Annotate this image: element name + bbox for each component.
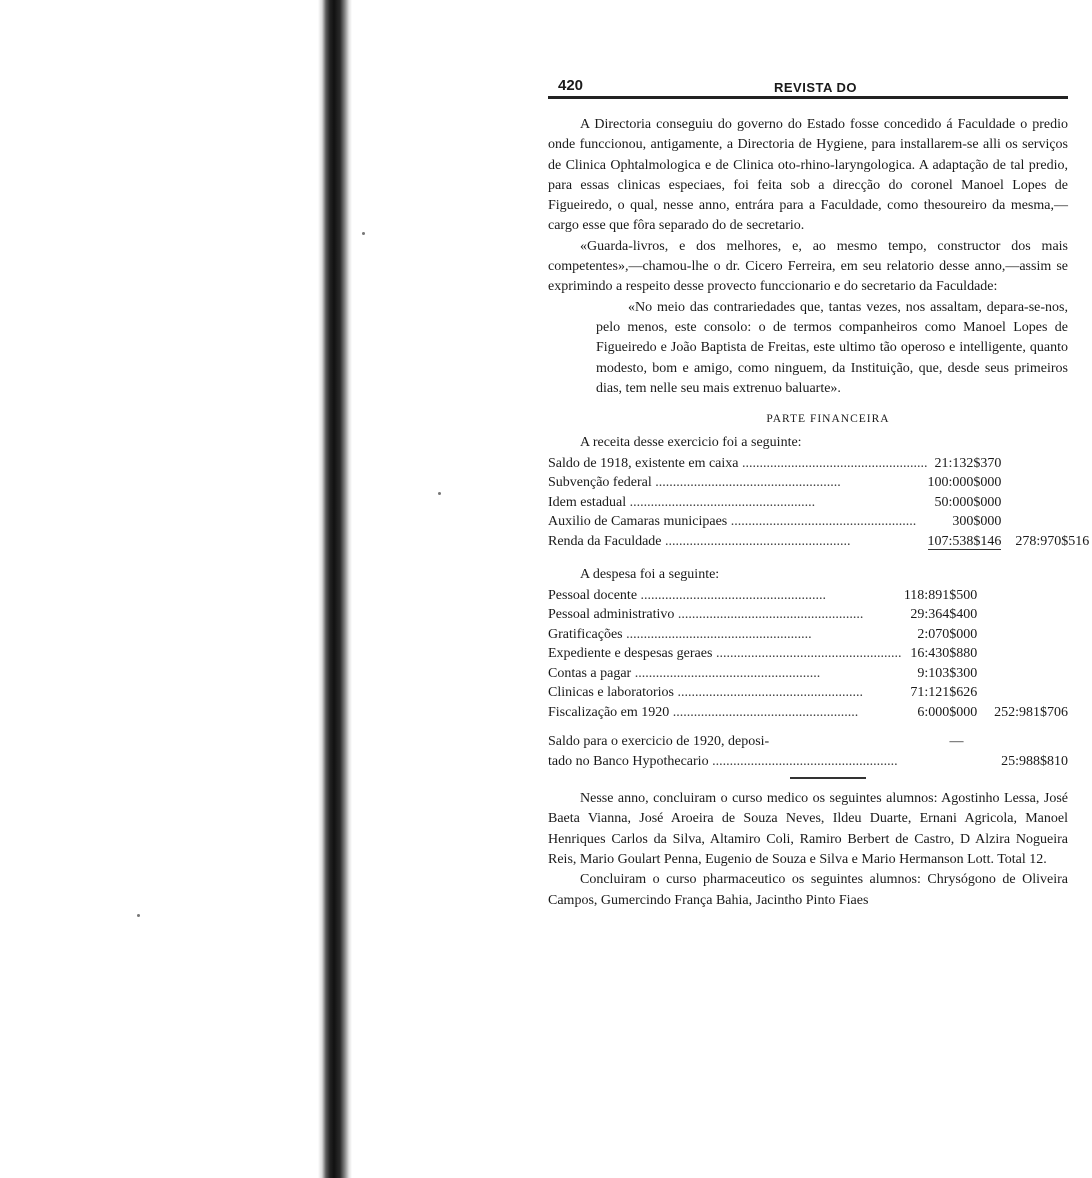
paragraph-directoria: A Directoria conseguiu do governo do Estado fosse concedido á Faculdade o predio onde funccionou, antigamente, a Directoria de Hygiene, para installarem-se alli os serviços de Clinica Ophtalmologica e de Clinica oto-rhino-laryngologica. A adaptação de tal predio, para essas clinicas especiaes, foi feita sob a direcção do coronel Manoel Lopes de Figueiredo, o qual, nesse anno, entrára para a Faculdade, como thesoureiro da mesma,—cargo esse que fôra separado do de secretario.	[548, 117, 1068, 234]
ledger-value: 300$000	[952, 514, 1002, 530]
receita-table	[548, 454, 1089, 552]
ledger-total	[991, 644, 1068, 664]
ledger-value: 118:891$500	[903, 587, 978, 603]
despesa-row	[548, 703, 1068, 723]
ledger-total	[1015, 454, 1089, 474]
book-binding-gutter	[318, 0, 352, 1178]
paper-speck	[362, 232, 365, 235]
ledger-label: Clinicas e laboratorios .....	[548, 683, 901, 703]
page-header	[548, 72, 1068, 94]
ledger-total	[1015, 473, 1089, 493]
ledger-value: 21:132$370	[934, 455, 1002, 471]
ledger-value: 16:430$880	[910, 646, 978, 662]
paragraph-guarda-livros: «Guarda-livros, e dos melhores, e, ao mesmo tempo, constructor dos mais competentes»,—chamou-lhe o dr. Cicero Ferreira, em seu relatorio desse anno,—assim se exprimindo a respeito desse provecto funccionario e do secretario da Faculdade:	[548, 238, 1068, 295]
ledger-total	[991, 664, 1068, 684]
ledger-total: 278:970$516	[1015, 533, 1090, 549]
ledger-value: 71:121$626	[910, 685, 978, 701]
paragraph-curso-pharmaceutico: Concluiram o curso pharmaceutico os seguintes alumnos: Chrysógono de Oliveira Campos, Gumercindo França Bahia, Jacintho Pinto Fiaes	[548, 872, 1068, 908]
ledger-label: Idem estadual .....	[548, 493, 928, 513]
receita-row	[548, 512, 1089, 532]
paper-speck	[137, 914, 140, 917]
saldo-label-line2: tado no Banco Hypothecario .....	[548, 752, 898, 772]
ledger-label: Fiscalização em 1920 .....	[548, 703, 901, 723]
ledger-value: 100:000$000	[927, 475, 1002, 491]
despesa-row	[548, 625, 1068, 645]
saldo-dash: —	[949, 734, 964, 750]
receita-intro: A receita desse exercicio foi a seguinte:	[580, 435, 802, 451]
ledger-total	[991, 683, 1068, 703]
paper-speck	[438, 492, 441, 495]
ledger-label: Saldo de 1918, existente em caixa .....	[548, 454, 928, 474]
section-end-rule	[790, 777, 866, 779]
page-number: 420	[558, 77, 584, 94]
despesa-row	[548, 605, 1068, 625]
ledger-value: 9:103$300	[917, 665, 978, 681]
ledger-label: Expediente e despesas geraes .....	[548, 644, 901, 664]
ledger-value: 50:000$000	[934, 494, 1002, 510]
despesa-table	[548, 586, 1068, 723]
despesa-row	[548, 664, 1068, 684]
ledger-label: Renda da Faculdade .....	[548, 532, 928, 552]
despesa-row	[548, 586, 1068, 606]
despesa-row	[548, 683, 1068, 703]
receita-row	[548, 532, 1089, 552]
despesa-intro: A despesa foi a seguinte:	[580, 567, 720, 583]
ledger-value: 6:000$000	[917, 704, 978, 720]
ledger-total	[991, 625, 1068, 645]
ledger-label: Pessoal docente .....	[548, 586, 901, 606]
saldo-total: 25:988$810	[1001, 753, 1068, 769]
ledger-total	[991, 586, 1068, 606]
ledger-value: 29:364$400	[910, 607, 978, 623]
ledger-total	[1015, 493, 1089, 513]
ledger-label: Auxilio de Camaras municipaes .....	[548, 512, 928, 532]
saldo-table	[548, 732, 1068, 771]
receita-row	[548, 493, 1089, 513]
ledger-total	[1015, 512, 1089, 532]
running-title: REVISTA DO	[774, 80, 858, 95]
ledger-total: 252:981$706	[994, 704, 1068, 720]
ledger-label: Gratificações .....	[548, 625, 901, 645]
saldo-row	[548, 732, 1068, 752]
ledger-value: 2:070$000	[917, 626, 978, 642]
ledger-label: Contas a pagar .....	[548, 664, 901, 684]
saldo-label-line1: Saldo para o exercicio de 1920, deposi-	[548, 734, 770, 750]
paragraph-curso-medico: Nesse anno, concluiram o curso medico os seguintes alumnos: Agostinho Lessa, José Baeta Vianna, José Aroeira de Souza Neves, Ildeu Duarte, Ernani Agricola, Manoel Henriques Carlos da Silva, Altamiro Coli, Ramiro Berbert de Castro, D Alzira Nogueira Reis, Mario Goulart Penna, Eugenio de Souza e Silva e Mario Hermanson Lott. Total 12.	[548, 791, 1068, 867]
ledger-total	[991, 605, 1068, 625]
receita-row	[548, 473, 1089, 493]
quotation-block: «No meio das contrariedades que, tantas vezes, nos assaltam, depara-se-nos, pelo menos, este consolo: o de termos companheiros como Manoel Lopes de Figueiredo e João Baptista de Freitas, este ultimo tão operoso e intelligente, quanto modesto, bom e amigo, como ninguem, da Instituição, que, desde seus primeiros dias, tem nelle seu mais extrenuo baluarte».	[596, 299, 1068, 396]
ledger-value: 107:538$146	[927, 533, 1002, 549]
saldo-row-2	[548, 752, 1068, 772]
despesa-row	[548, 644, 1068, 664]
ledger-label: Subvenção federal .....	[548, 473, 928, 493]
section-title: PARTE FINANCEIRA	[766, 413, 890, 426]
ledger-label: Pessoal administrativo .....	[548, 605, 901, 625]
document-page	[548, 72, 1090, 911]
receita-row	[548, 454, 1089, 474]
